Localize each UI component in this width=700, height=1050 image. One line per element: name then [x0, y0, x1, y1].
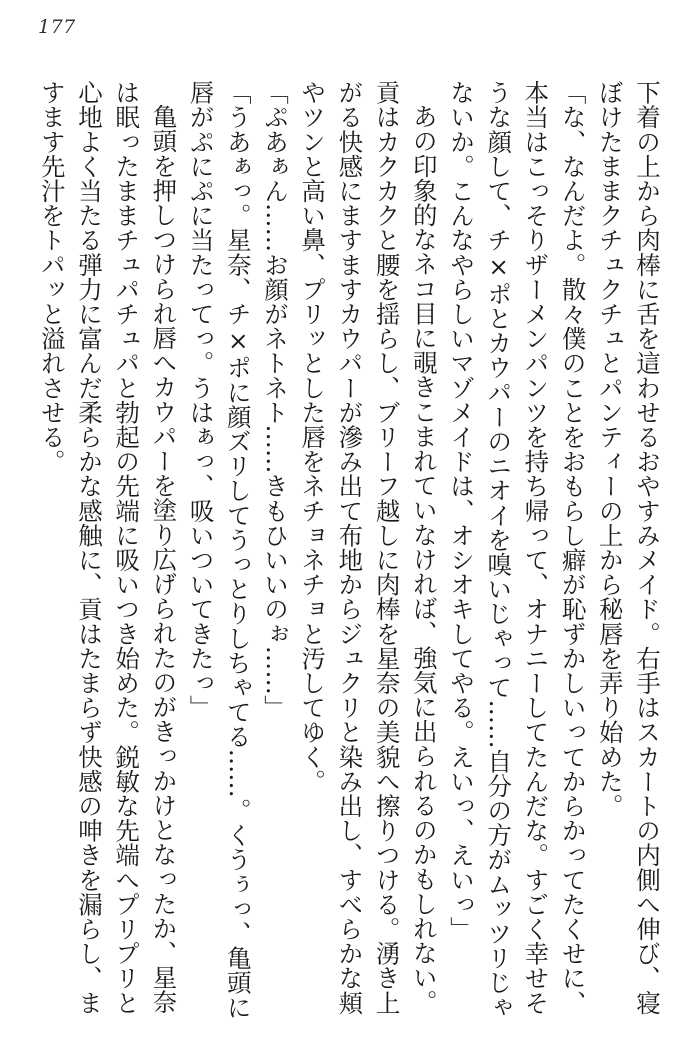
text-line: 「うあぁっ。星奈、チ×ポに顔ズリしてうっとりしちゃてる……。くうぅっ、亀頭に	[223, 80, 253, 1020]
text-line: 「ぷあぁん……お顔がネトネト……きもひいいのぉ……」	[260, 80, 290, 720]
text-line: 貢はカクカクと腰を揺らし、ブリーフ越しに肉棒を星奈の美貌へ擦りつける。湧き上	[372, 80, 402, 1015]
text-line: 本当はこっそりザーメンパンツを持ち帰って、オナニーしてたんだな。すごく幸せそ	[521, 80, 551, 1015]
text-line: 「な、なんだよ。散々僕のことをおもらし癖が恥ずかしいってからかってたくせに、	[558, 80, 588, 1015]
text-line: あの印象的なネコ目に覗きこまれていなければ、強気に出られるのかもしれない。	[409, 104, 439, 1015]
page-number: 177	[38, 16, 76, 38]
text-line: すます先汁をトパッと溢れさせる。	[37, 80, 67, 474]
text-line: 下着の上から肉棒に舌を這わせるおやすみメイド。右手はスカートの内側へ伸び、寝	[633, 80, 662, 1015]
text-line: は眠ったままチュパチュパと勃起の先端に吸いつき始めた。鋭敏な先端へプリプリと	[112, 80, 142, 1015]
text-line: やツンと高い鼻、プリッとした唇をネチョネチョと汚してゆく。	[298, 80, 328, 794]
text-line: ないか。こんなやらしいマゾメイドは、オシオキしてやる。えいっ、えいっ」	[446, 80, 476, 941]
text-line: 唇がぷにぷに当たってっ。うはぁっ、吸いついてきたっ」	[186, 80, 216, 720]
text-line: うな顔して、チ×ポとカウパーのニオイを嗅いじゃって……自分の方がムッツリじゃ	[484, 80, 514, 1020]
text-line: 亀頭を押しつけられ唇へカウパーを塗り広げられたのがきっかけとなったか、星奈	[149, 104, 179, 1015]
text-line: ぼけたままクチュクチュとパンティーの上から秘唇を弄り始めた。	[595, 80, 625, 818]
vertical-text-body	[34, 80, 666, 1030]
text-line: がる快感にますますカウパーが滲み出て布地からジュクリと染み出し、すべらかな頬	[335, 80, 365, 1015]
text-line: 心地よく当たる弾力に富んだ柔らかな感触に、貢はたまらず快感の呻きを漏らし、ま	[74, 80, 104, 1015]
